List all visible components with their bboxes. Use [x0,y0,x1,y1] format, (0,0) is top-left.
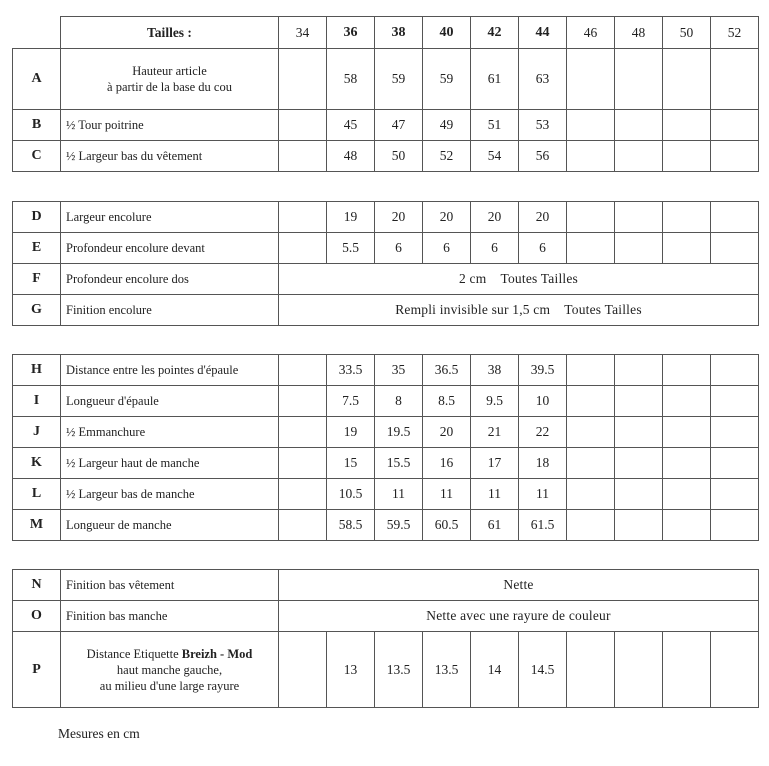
value-cell [663,448,711,479]
value-cell: 56 [519,141,567,172]
table-row [13,479,759,510]
all-sizes-value: Rempli invisible sur 1,5 cm Toutes Tailles [279,295,759,326]
row-label: Longueur d'épaule [61,386,279,417]
value-cell: 8.5 [423,386,471,417]
row-label: ½ Largeur bas de manche [61,479,279,510]
row-letter: E [13,233,61,264]
row-letter: C [13,141,61,172]
brand-name: Breizh - Mod [181,646,253,661]
value-cell: 16 [423,448,471,479]
value-cell: 38 [471,355,519,386]
value-cell [615,233,663,264]
size-48: 48 [615,17,663,49]
value-cell [279,141,327,172]
value-cell [663,386,711,417]
value-cell [711,355,759,386]
value-cell: 59 [375,49,423,110]
row-letter: L [13,479,61,510]
value-cell: 6 [519,233,567,264]
value-cell [567,632,615,708]
table-row [13,295,759,326]
value-cell: 51 [471,110,519,141]
value-cell [663,202,711,233]
table-row [13,601,759,632]
value-cell [711,233,759,264]
value-cell [615,417,663,448]
value-cell: 53 [519,110,567,141]
value-cell [567,110,615,141]
row-label: Finition bas vêtement [61,570,279,601]
value-cell: 8 [375,386,423,417]
row-letter: O [13,601,61,632]
size-42: 42 [471,17,519,49]
value-cell [615,510,663,541]
value-cell: 5.5 [327,233,375,264]
value-cell: 49 [423,110,471,141]
value-cell [711,510,759,541]
value-cell [615,141,663,172]
value-cell [567,49,615,110]
row-letter: G [13,295,61,326]
value-cell: 35 [375,355,423,386]
value-cell [711,448,759,479]
size-52: 52 [711,17,759,49]
value-cell: 11 [471,479,519,510]
row-label: Distance entre les pointes d'épaule [61,355,279,386]
value-cell [279,386,327,417]
value-cell: 33.5 [327,355,375,386]
value-cell: 18 [519,448,567,479]
value-cell [663,233,711,264]
value-cell [615,448,663,479]
value-cell [711,202,759,233]
value-cell: 6 [471,233,519,264]
value-cell: 9.5 [471,386,519,417]
value-cell: 11 [375,479,423,510]
value-cell [567,417,615,448]
row-letter: P [13,632,61,708]
value-cell [711,110,759,141]
value-cell: 20 [423,202,471,233]
table-row [13,233,759,264]
value-cell [663,417,711,448]
value-cell [615,49,663,110]
value-cell: 19 [327,417,375,448]
table-row [13,448,759,479]
table-row [13,202,759,233]
value-cell: 59.5 [375,510,423,541]
size-44: 44 [519,17,567,49]
value-cell: 20 [423,417,471,448]
value-cell: 54 [471,141,519,172]
value-cell: 15.5 [375,448,423,479]
value-cell: 36.5 [423,355,471,386]
value-cell [279,632,327,708]
row-label: Longueur de manche [61,510,279,541]
value-cell [663,49,711,110]
row-letter: K [13,448,61,479]
value-cell [279,49,327,110]
table-row [13,264,759,295]
value-cell [615,355,663,386]
value-cell [567,510,615,541]
units-note: Mesures en cm [58,726,140,741]
value-cell [663,479,711,510]
value-cell: 13.5 [423,632,471,708]
table-row [13,49,759,110]
size-34: 34 [279,17,327,49]
row-letter: H [13,355,61,386]
row-label [61,632,279,708]
value-cell: 6 [375,233,423,264]
value-cell [567,479,615,510]
row-letter: A [13,49,61,110]
value-cell [663,110,711,141]
header-table [12,16,759,172]
value-cell: 19.5 [375,417,423,448]
value-cell: 21 [471,417,519,448]
table-row [13,510,759,541]
value-cell: 13 [327,632,375,708]
value-cell: 45 [327,110,375,141]
value-cell [711,632,759,708]
size-38: 38 [375,17,423,49]
table-row [13,355,759,386]
value-cell [567,141,615,172]
table-row [13,570,759,601]
value-cell: 61.5 [519,510,567,541]
value-cell: 59 [423,49,471,110]
row-label: Largeur encolure [61,202,279,233]
row-label: Profondeur encolure devant [61,233,279,264]
value-cell [279,110,327,141]
row-label: Profondeur encolure dos [61,264,279,295]
size-50: 50 [663,17,711,49]
row-label: Finition encolure [61,295,279,326]
row-label-line: au milieu d'une large rayure [99,678,240,693]
row-label: ½ Largeur bas du vêtement [61,141,279,172]
header-corner [13,17,61,49]
table-row [13,386,759,417]
value-cell: 60.5 [423,510,471,541]
table-row [13,632,759,708]
neck-table [12,201,759,326]
value-cell: 47 [375,110,423,141]
table-row [13,141,759,172]
row-label: ½ Emmanchure [61,417,279,448]
row-label-line: Distance Etiquette [86,646,182,661]
value-cell [279,202,327,233]
value-cell [615,632,663,708]
value-cell: 17 [471,448,519,479]
value-cell [279,417,327,448]
value-cell: 39.5 [519,355,567,386]
value-cell [279,448,327,479]
size-40: 40 [423,17,471,49]
value-cell [615,202,663,233]
value-cell [663,355,711,386]
row-label [61,49,279,110]
table-row [13,417,759,448]
size-46: 46 [567,17,615,49]
value-cell: 11 [519,479,567,510]
value-cell: 20 [519,202,567,233]
value-cell [279,355,327,386]
value-cell [615,386,663,417]
value-cell: 58.5 [327,510,375,541]
value-cell: 13.5 [375,632,423,708]
value-cell: 22 [519,417,567,448]
row-letter: D [13,202,61,233]
value-cell [663,141,711,172]
value-cell: 11 [423,479,471,510]
value-cell [615,479,663,510]
value-cell: 61 [471,510,519,541]
all-sizes-value: 2 cm Toutes Tailles [279,264,759,295]
value-cell: 20 [375,202,423,233]
value-cell [279,479,327,510]
value-cell [279,233,327,264]
value-cell [663,632,711,708]
value-cell: 10 [519,386,567,417]
row-label-line: à partir de la base du cou [107,80,232,94]
value-cell: 63 [519,49,567,110]
value-cell [615,110,663,141]
row-letter: B [13,110,61,141]
row-label: Finition bas manche [61,601,279,632]
row-label: ½ Tour poitrine [61,110,279,141]
value-cell: 50 [375,141,423,172]
value-cell [567,386,615,417]
all-sizes-value: Nette avec une rayure de couleur [279,601,759,632]
value-cell [711,49,759,110]
all-sizes-value: Nette [279,570,759,601]
value-cell: 7.5 [327,386,375,417]
row-letter: F [13,264,61,295]
row-letter: N [13,570,61,601]
value-cell [567,355,615,386]
finishing-table [12,569,759,708]
value-cell [567,448,615,479]
value-cell: 6 [423,233,471,264]
row-letter: I [13,386,61,417]
size-36: 36 [327,17,375,49]
value-cell [567,233,615,264]
value-cell: 20 [471,202,519,233]
value-cell: 15 [327,448,375,479]
value-cell [711,417,759,448]
value-cell [711,141,759,172]
value-cell: 14 [471,632,519,708]
shoulder-sleeve-table [12,354,759,541]
value-cell [663,510,711,541]
value-cell: 61 [471,49,519,110]
value-cell [567,202,615,233]
row-letter: M [13,510,61,541]
value-cell: 14.5 [519,632,567,708]
tailles-label: Tailles : [61,17,279,49]
value-cell: 19 [327,202,375,233]
row-letter: J [13,417,61,448]
row-label-line: Hauteur article [132,64,207,78]
row-label-line: haut manche gauche, [116,662,223,677]
value-cell [711,386,759,417]
row-label: ½ Largeur haut de manche [61,448,279,479]
value-cell [279,510,327,541]
value-cell: 58 [327,49,375,110]
value-cell: 52 [423,141,471,172]
value-cell: 48 [327,141,375,172]
table-row [13,110,759,141]
value-cell: 10.5 [327,479,375,510]
value-cell [711,479,759,510]
